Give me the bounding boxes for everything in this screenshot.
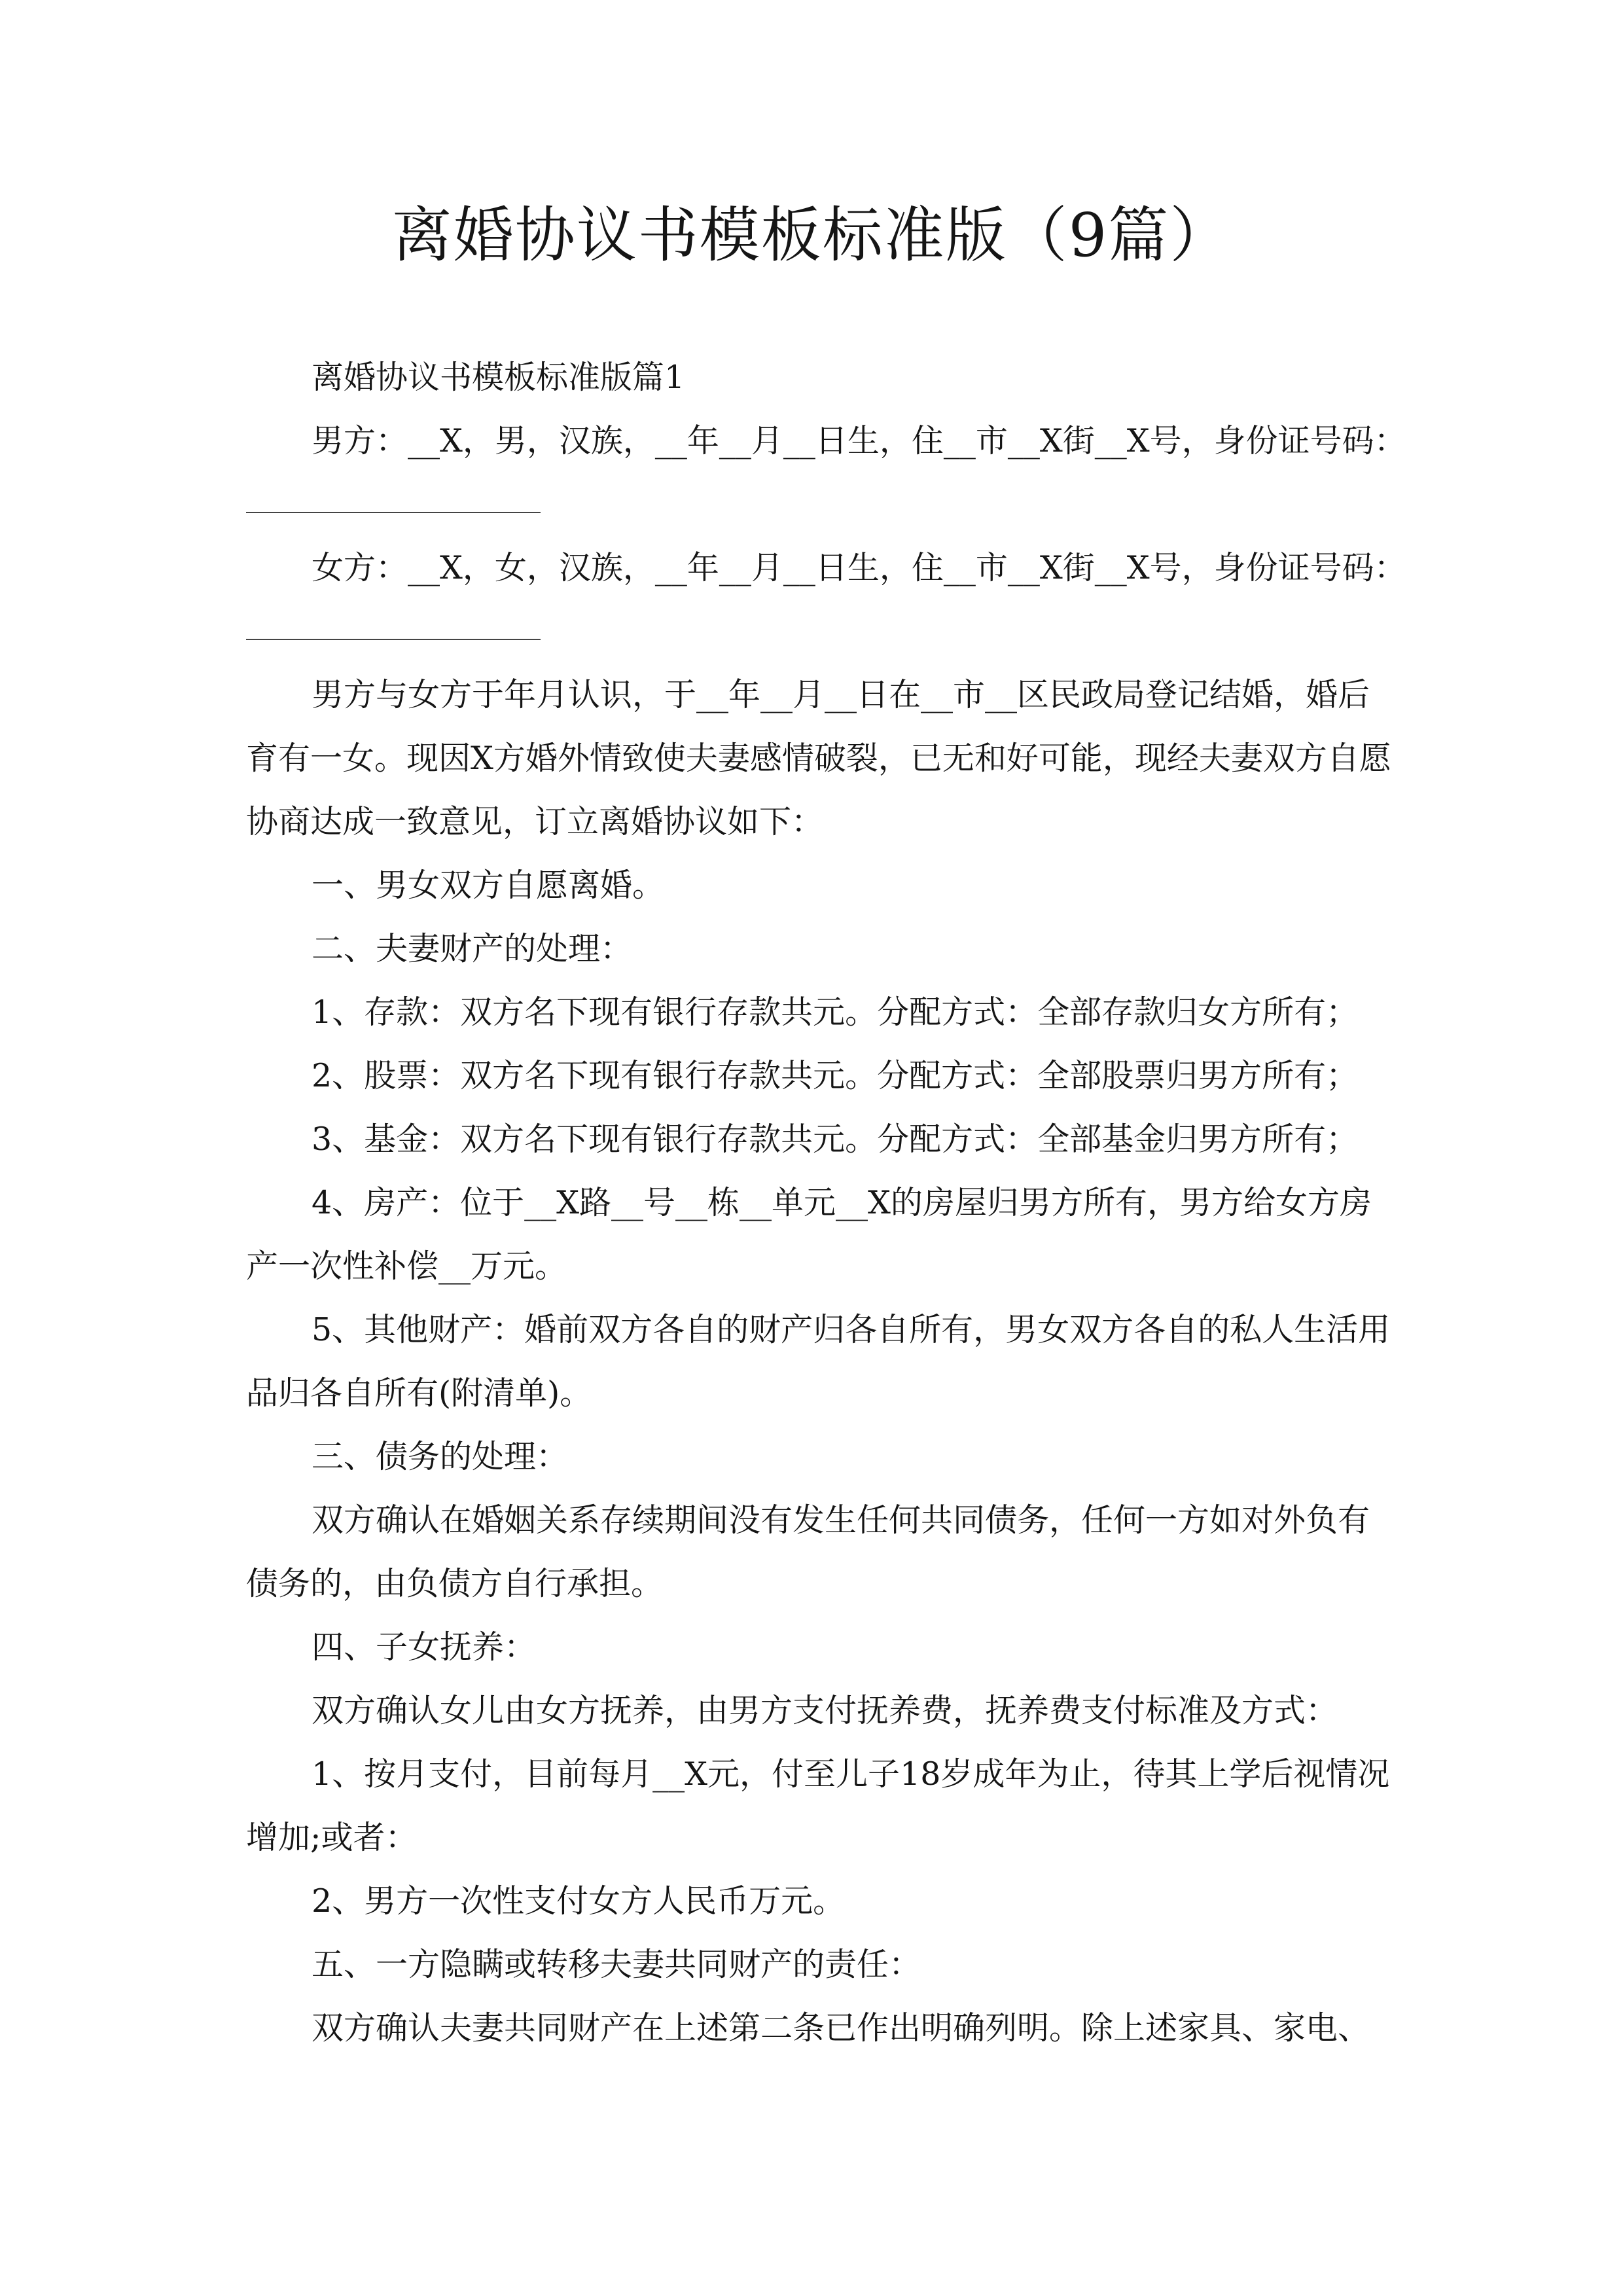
section-heading: 离婚协议书模板标准版篇1 (312, 359, 685, 396)
paragraph: 双方确认女儿由女方抚养，由男方支付抚养费，抚养费支付标准及方式： (312, 1692, 1338, 1729)
id-number-blank-line (246, 600, 1391, 663)
paragraph: 3、基金：双方名下现有银行存款共元。分配方式：全部基金归男方所有； (312, 1121, 1359, 1158)
paragraph: 男方与女方于年月认识，于__年__月__日在__市__区民政局登记结婚，婚后育有一女。现因X方婚外情致使夫妻感情破裂，已无和好可能，现经夫妻双方自愿协商达成一致意见，订立离婚协议如下： (246, 676, 1391, 840)
paragraph: 2、男方一次性支付女方人民币万元。 (312, 1882, 846, 1920)
female-party-line: 女方：__X，女，汉族，__年__月__日生，住__市__X街__X号，身份证号码： (312, 549, 1406, 586)
paragraph: 二、夫妻财产的处理： (312, 930, 633, 967)
paragraph: 一、男女双方自愿离婚。 (312, 867, 665, 904)
paragraph: 4、房产：位于__X路__号__栋__单元__X的房屋归男方所有，男方给女方房产一次性补偿__万元。 (246, 1184, 1372, 1285)
paragraph: 2、股票：双方名下现有银行存款共元。分配方式：全部股票归男方所有； (312, 1057, 1359, 1094)
id-number-blank-line (246, 473, 1391, 536)
document-body (246, 346, 1406, 2060)
paragraph: 四、子女抚养： (312, 1628, 537, 1666)
paragraph: 三、债务的处理： (312, 1438, 569, 1475)
male-party-line: 男方：__X，男，汉族，__年__月__日生，住__市__X街__X号，身份证号码： (312, 422, 1406, 459)
paragraph: 双方确认夫妻共同财产在上述第二条已作出明确列明。除上述家具、家电、 (312, 2009, 1370, 2047)
paragraph: 1、存款：双方名下现有银行存款共元。分配方式：全部存款归女方所有； (312, 994, 1359, 1031)
paragraph: 双方确认在婚姻关系存续期间没有发生任何共同债务，任何一方如对外负有债务的，由负债方自行承担。 (246, 1501, 1370, 1602)
paragraph: 五、一方隐瞒或转移夫妻共同财产的责任： (312, 1946, 921, 1983)
document-title: 离婚协议书模板标准版（9篇） (391, 200, 1232, 270)
paragraph: 5、其他财产：婚前双方各自的财产归各自所有，男女双方各自的私人生活用品归各自所有(附清单)。 (246, 1311, 1391, 1412)
paragraph: 1、按月支付，目前每月__X元，付至儿子18岁成年为止，待其上学后视情况增加;或者： (246, 1755, 1390, 1856)
